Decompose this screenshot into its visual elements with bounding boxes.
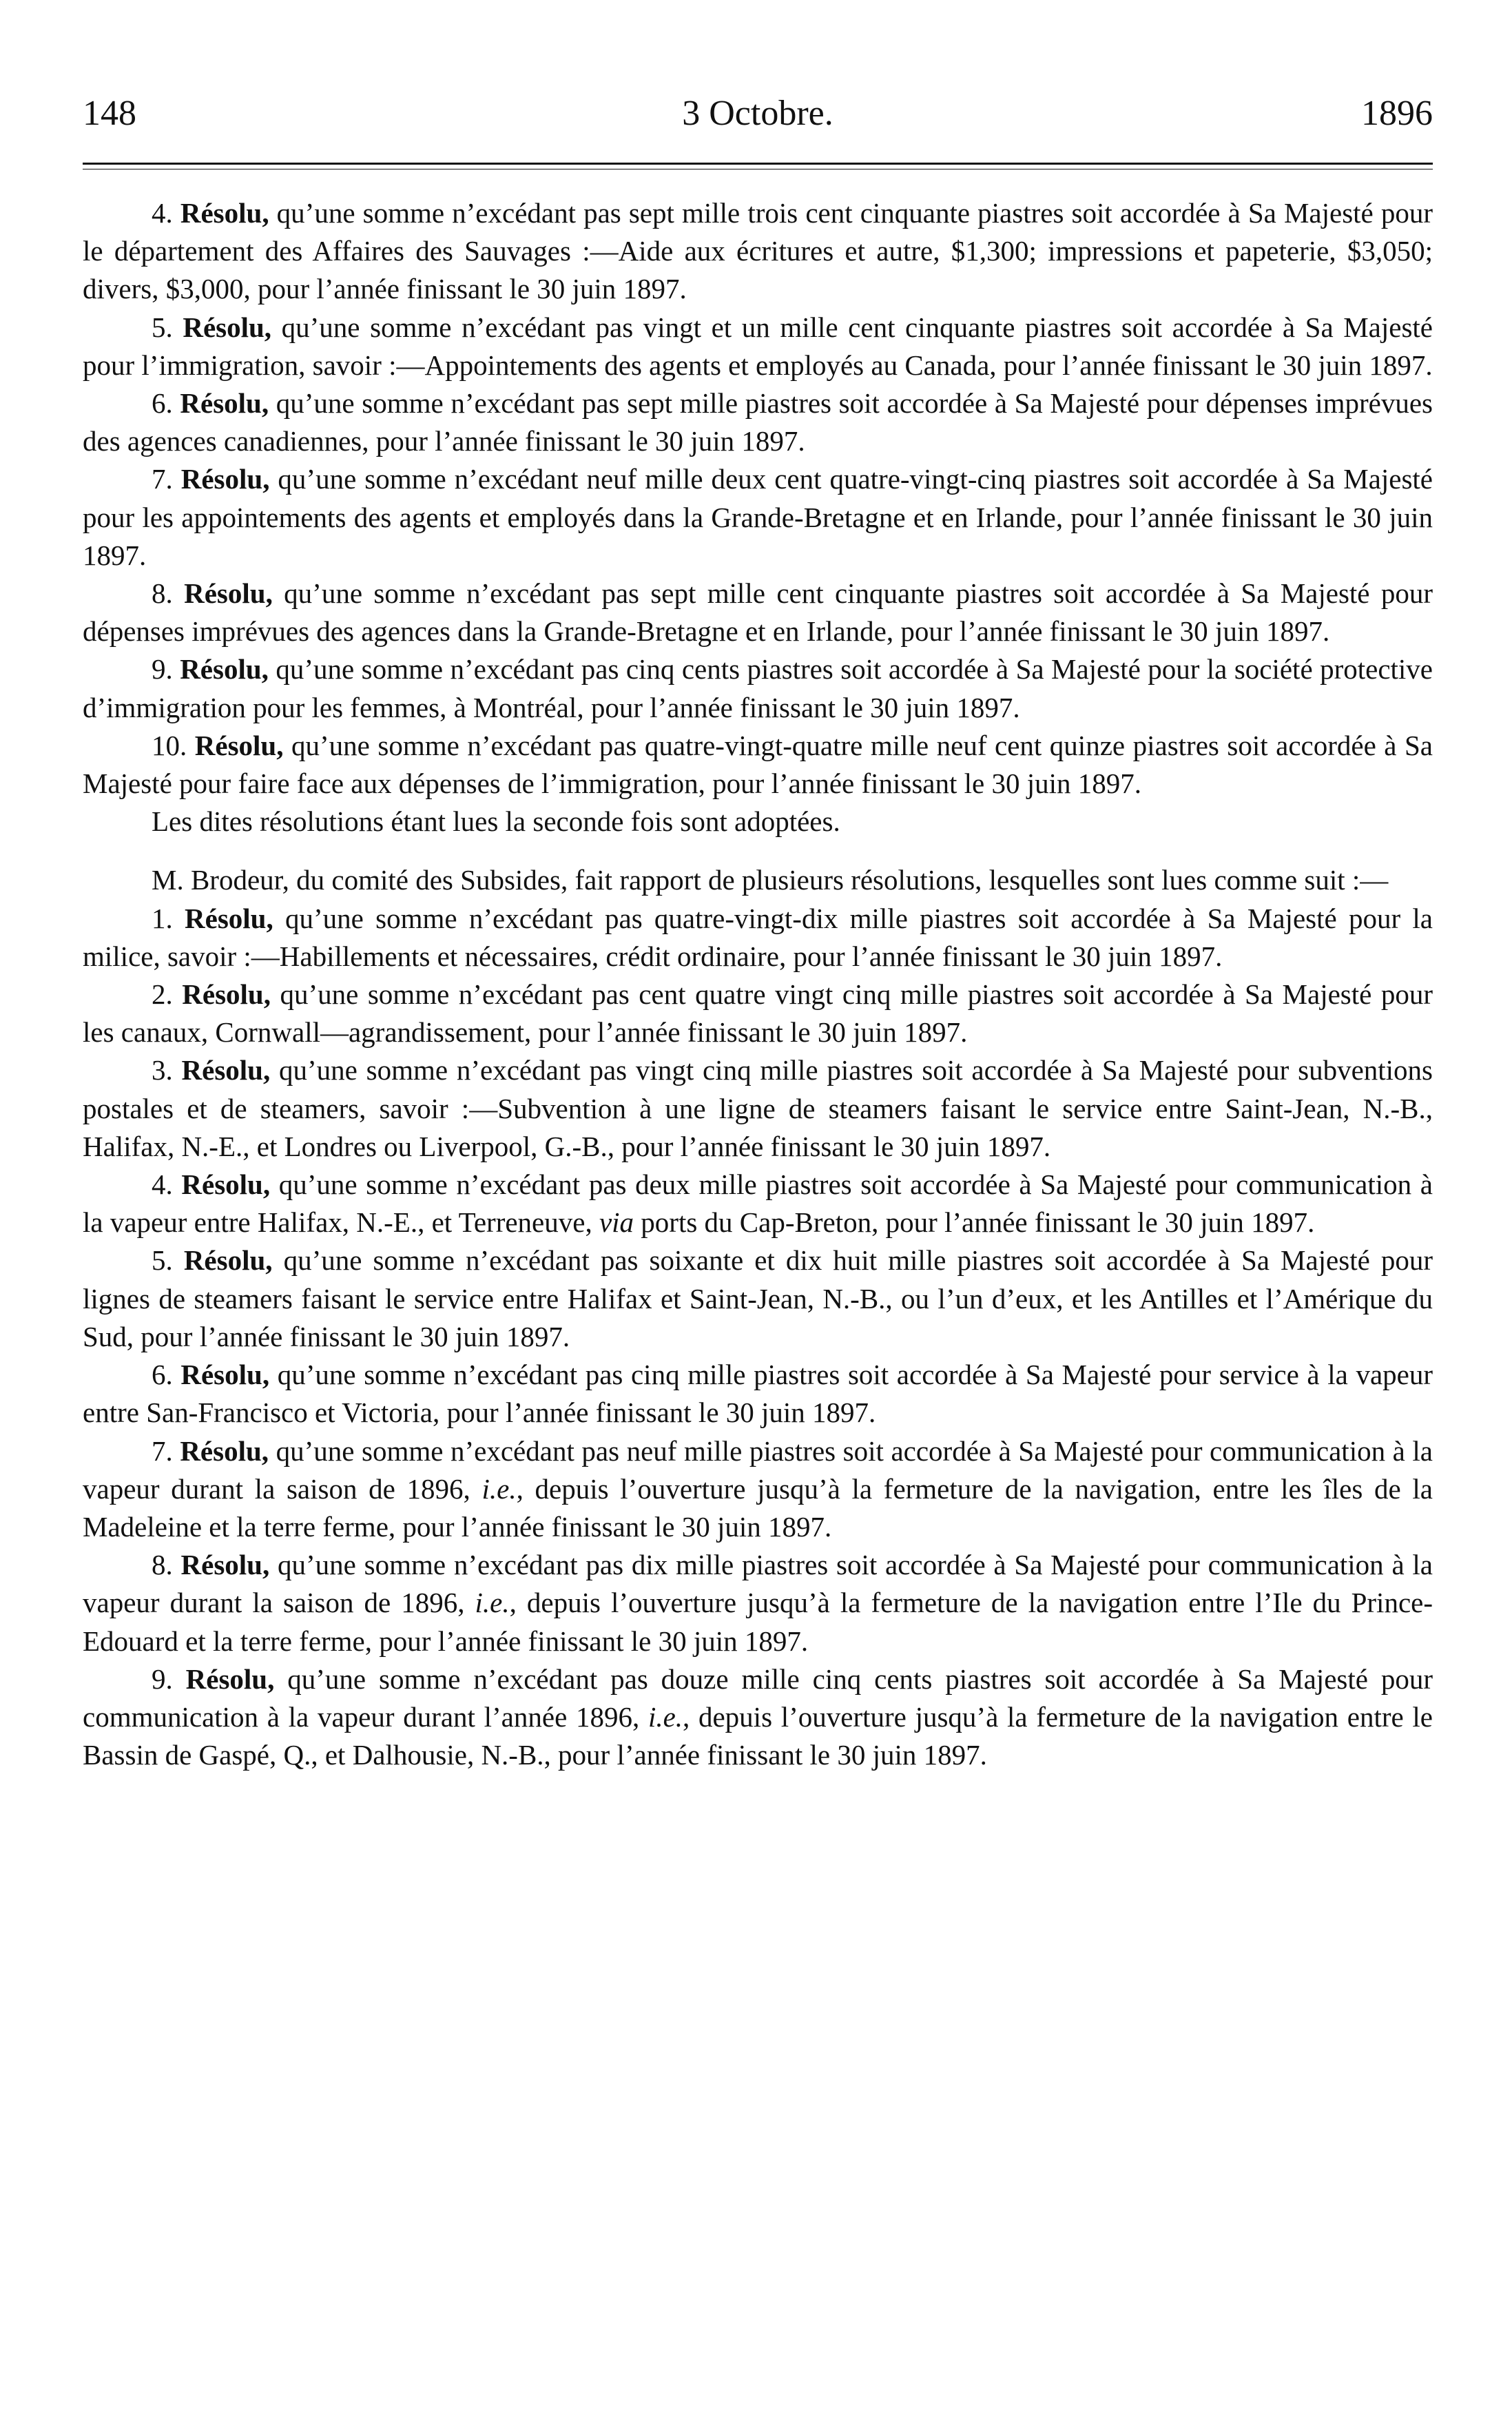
header-year: 1896 [1361,94,1433,133]
paragraph: 5. Résolu, qu’une somme n’excédant pas vingt et un mille cent cinquante piastres soit accordée à Sa Majesté pour l’immigration, savoir :—Appointements des agents et employés au Canada, pour l’année finissant le 30 juin 1897. [83,311,1433,381]
report-intro: M. Brodeur, du comité des Subsides, fait rapport de plusieurs résolutions, lesquelles sont lues comme suit :— [152,864,1389,896]
paragraph: 10. Résolu, qu’une somme n’excédant pas quatre-vingt-quatre mille neuf cent quinze piastres soit accordée à Sa Majesté pour faire face aux dépenses de l’immigration, pour l’année finissant le 30 juin 1897. [83,729,1433,800]
resolution: 7. Résolu, qu’une somme n’excédant pas neuf mille piastres soit accordée à Sa Majesté pour communication à la vapeur durant la saison de 1896, i.e., depuis l’ouverture jusqu’à la fermeture de la navigation, entre les îles de la Madeleine et la terre ferme, pour l’année finissant le 30 juin 1897. [83,1434,1433,1543]
paragraph: 8. Résolu, qu’une somme n’excédant pas sept mille cent cinquante piastres soit accordée à Sa Majesté pour dépenses imprévues des agences dans la Grande-Bretagne et en Irlande, pour l’année finissant le 30 juin 1897. [83,577,1433,648]
resolution: 8. Résolu, qu’une somme n’excédant pas dix mille piastres soit accordée à Sa Majesté pour communication à la vapeur durant la saison de 1896, i.e., depuis l’ouverture jusqu’à la fermeture de la navigation entre l’Ile du Prince-Edouard et la terre ferme, pour l’année finissant le 30 juin 1897. [83,1549,1433,1657]
paragraph: 6. Résolu, qu’une somme n’excédant pas sept mille piastres soit accordée à Sa Majesté pour dépenses imprévues des agences canadiennes, pour l’année finissant le 30 juin 1897. [83,387,1433,457]
resolution: 4. Résolu, qu’une somme n’excédant pas deux mille piastres soit accordée à Sa Majesté pour communication à la vapeur entre Halifax, N.-E., et Terreneuve, via ports du Cap-Breton, pour l’année finissant le 30 juin 1897. [83,1168,1433,1239]
paragraph: 4. Résolu, qu’une somme n’excédant pas sept mille trois cent cinquante piastres soit accordée à Sa Majesté pour le département des Affaires des Sauvages :—Aide aux écritures et autre, $1,300; impressions et papeterie, $3,050; divers, $3,000, pour l’année finissant le 30 juin 1897. [83,197,1433,305]
page-number: 148 [83,94,136,133]
document-body [83,194,1433,1774]
adopted-note: Les dites résolutions étant lues la seconde fois sont adoptées. [152,805,840,838]
running-header [83,83,1433,145]
resolution: 1. Résolu, qu’une somme n’excédant pas quatre-vingt-dix mille piastres soit accordée à Sa Majesté pour la milice, savoir :—Habillements et nécessaires, crédit ordinaire, pour l’année finissant le 30 juin 1897. [83,902,1433,972]
resolution: 5. Résolu, qu’une somme n’excédant pas soixante et dix huit mille piastres soit accordée à Sa Majesté pour lignes de steamers faisant le service entre Halifax et Saint-Jean, N.-B., ou l’un d’eux, et les Antilles et l’Amérique du Sud, pour l’année finissant le 30 juin 1897. [83,1244,1433,1352]
resolution: 3. Résolu, qu’une somme n’excédant pas vingt cinq mille piastres soit accordée à Sa Majesté pour subventions postales et de steamers, savoir :—Subvention à une ligne de steamers faisant le service entre Saint-Jean, N.-B., Halifax, N.-E., et Londres ou Liverpool, G.-B., pour l’année finissant le 30 juin 1897. [83,1054,1433,1162]
paragraph: 7. Résolu, qu’une somme n’excédant neuf mille deux cent quatre-vingt-cinq piastres soit accordée à Sa Majesté pour les appointements des agents et employés dans la Grande-Bretagne et en Irlande, pour l’année finissant le 30 juin 1897. [83,463,1433,571]
header-double-rule [83,163,1433,169]
document-page [83,83,1433,1774]
paragraph: 9. Résolu, qu’une somme n’excédant pas cinq cents piastres soit accordée à Sa Majesté pour la société protective d’immigration pour les femmes, à Montréal, pour l’année finissant le 30 juin 1897. [83,653,1433,723]
resolution: 9. Résolu, qu’une somme n’excédant pas douze mille cinq cents piastres soit accordée à Sa Majesté pour communication à la vapeur durant l’année 1896, i.e., depuis l’ouverture jusqu’à la fermeture de la navigation entre le Bassin de Gaspé, Q., et Dalhousie, N.-B., pour l’année finissant le 30 juin 1897. [83,1662,1433,1771]
header-date: 3 Octobre. [682,94,833,133]
resolution: 6. Résolu, qu’une somme n’excédant pas cinq mille piastres soit accordée à Sa Majesté pour service à la vapeur entre San-Francisco et Victoria, pour l’année finissant le 30 juin 1897. [83,1359,1433,1429]
resolution: 2. Résolu, qu’une somme n’excédant pas cent quatre vingt cinq mille piastres soit accordée à Sa Majesté pour les canaux, Cornwall—agrandissement, pour l’année finissant le 30 juin 1897. [83,978,1433,1049]
